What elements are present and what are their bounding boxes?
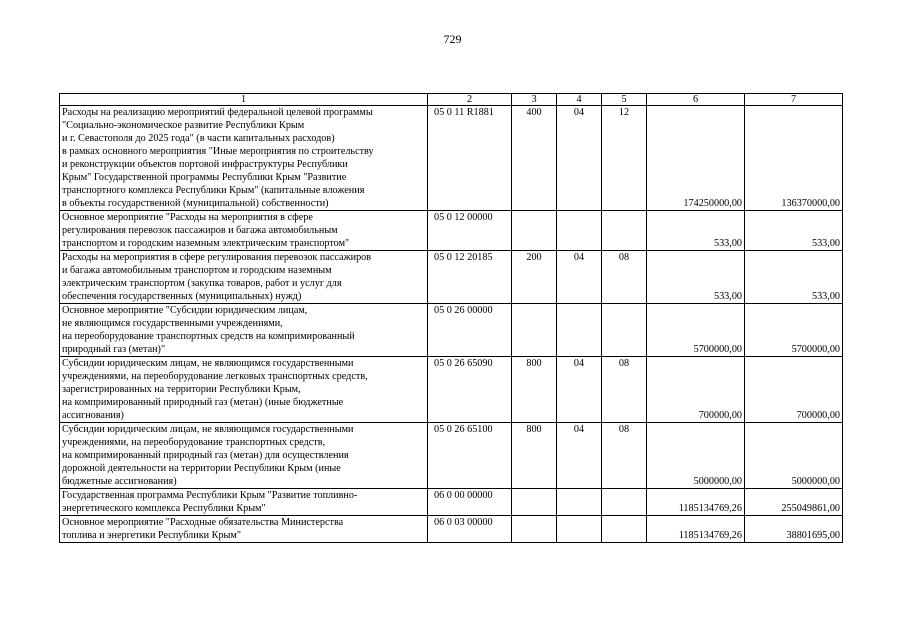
column-header: 5	[602, 94, 647, 106]
amount-col6: 700000,00	[647, 357, 745, 423]
column-header: 6	[647, 94, 745, 106]
amount-col7: 5000000,00	[745, 423, 843, 489]
amount-col7: 533,00	[745, 211, 843, 251]
expense-type-code: 400	[512, 106, 557, 211]
amount-col7: 38801695,00	[745, 516, 843, 543]
expense-name: Основное мероприятие "Расходы на мероприятия в сфере регулирования перевозок пассажиров и багажа автомобильным транспортом и городским наземным электрическим транспортом"	[60, 211, 428, 251]
target-article-code: 06 0 00 00000	[428, 489, 512, 516]
section-code	[557, 489, 602, 516]
expense-type-code	[512, 516, 557, 543]
amount-col6: 5000000,00	[647, 423, 745, 489]
expense-type-code	[512, 489, 557, 516]
column-header: 7	[745, 94, 843, 106]
amount-col7: 136370000,00	[745, 106, 843, 211]
subsection-code: 08	[602, 357, 647, 423]
table-row	[60, 211, 843, 251]
section-code: 04	[557, 423, 602, 489]
amount-col6: 1185134769,26	[647, 489, 745, 516]
expense-type-code: 200	[512, 251, 557, 304]
budget-table	[59, 93, 843, 543]
table-row	[60, 489, 843, 516]
expense-name: Основное мероприятие "Расходные обязательства Министерства топлива и энергетики Республики Крым"	[60, 516, 428, 543]
subsection-code	[602, 211, 647, 251]
expense-name: Субсидии юридическим лицам, не являющимся государственными учреждениями, на переоборудование транспортных средств, на компримированный природный газ (метан) для осуществления дорожной деятельности на территории Республики Крым (иные бюджетные ассигнования)	[60, 423, 428, 489]
amount-col6: 533,00	[647, 251, 745, 304]
target-article-code: 05 0 12 00000	[428, 211, 512, 251]
amount-col7: 700000,00	[745, 357, 843, 423]
column-header: 1	[60, 94, 428, 106]
table-row	[60, 251, 843, 304]
subsection-code	[602, 304, 647, 357]
target-article-code: 05 0 26 00000	[428, 304, 512, 357]
target-article-code: 05 0 12 20185	[428, 251, 512, 304]
amount-col6: 174250000,00	[647, 106, 745, 211]
expense-name: Субсидии юридическим лицам, не являющимся государственными учреждениями, на переоборудование легковых транспортных средств, зарегистрированных на территории Республики Крым, на компримированный природный газ (метан) (иные бюджетные ассигнования)	[60, 357, 428, 423]
expense-type-code	[512, 304, 557, 357]
section-code	[557, 304, 602, 357]
amount-col6: 5700000,00	[647, 304, 745, 357]
expense-type-code	[512, 211, 557, 251]
table-row	[60, 516, 843, 543]
expense-type-code: 800	[512, 423, 557, 489]
subsection-code: 08	[602, 251, 647, 304]
expense-name: Государственная программа Республики Крым "Развитие топливно- энергетического комплекса Республики Крым"	[60, 489, 428, 516]
header-row	[60, 94, 843, 106]
table-row	[60, 106, 843, 211]
amount-col7: 255049861,00	[745, 489, 843, 516]
expense-name: Расходы на реализацию мероприятий федеральной целевой программы "Социально-экономическое развитие Республики Крым и г. Севастополя до 2025 года" (в части капитальных расходов) в рамках основного мероприятия "Иные мероприятия по строительству и реконструкции объектов портовой инфраструктуры Республики Крым" Государственной программы Республики Крым "Развитие транспортного комплекса Республики Крым" (капитальные вложения в объекты государственной (муниципальной) собственности)	[60, 106, 428, 211]
amount-col6: 1185134769,26	[647, 516, 745, 543]
target-article-code: 05 0 26 65100	[428, 423, 512, 489]
table-row	[60, 304, 843, 357]
target-article-code: 06 0 03 00000	[428, 516, 512, 543]
section-code: 04	[557, 106, 602, 211]
column-header: 3	[512, 94, 557, 106]
column-header: 2	[428, 94, 512, 106]
amount-col7: 533,00	[745, 251, 843, 304]
target-article-code: 05 0 26 65090	[428, 357, 512, 423]
expense-name: Основное мероприятие "Субсидии юридическим лицам, не являющимся государственными учреждениями, на переоборудование транспортных средств на компримированный природный газ (метан)"	[60, 304, 428, 357]
subsection-code: 08	[602, 423, 647, 489]
section-code: 04	[557, 357, 602, 423]
amount-col7: 5700000,00	[745, 304, 843, 357]
subsection-code	[602, 516, 647, 543]
column-header: 4	[557, 94, 602, 106]
section-code	[557, 211, 602, 251]
page-number: 729	[443, 32, 462, 46]
subsection-code	[602, 489, 647, 516]
expense-type-code: 800	[512, 357, 557, 423]
expense-name: Расходы на мероприятия в сфере регулирования перевозок пассажиров и багажа автомобильным транспортом и городским наземным электрическим транспортом (закупка товаров, работ и услуг для обеспечения государственных (муниципальных) нужд)	[60, 251, 428, 304]
section-code: 04	[557, 251, 602, 304]
table-row	[60, 357, 843, 423]
section-code	[557, 516, 602, 543]
target-article-code: 05 0 11 R1881	[428, 106, 512, 211]
table-row	[60, 423, 843, 489]
amount-col6: 533,00	[647, 211, 745, 251]
subsection-code: 12	[602, 106, 647, 211]
